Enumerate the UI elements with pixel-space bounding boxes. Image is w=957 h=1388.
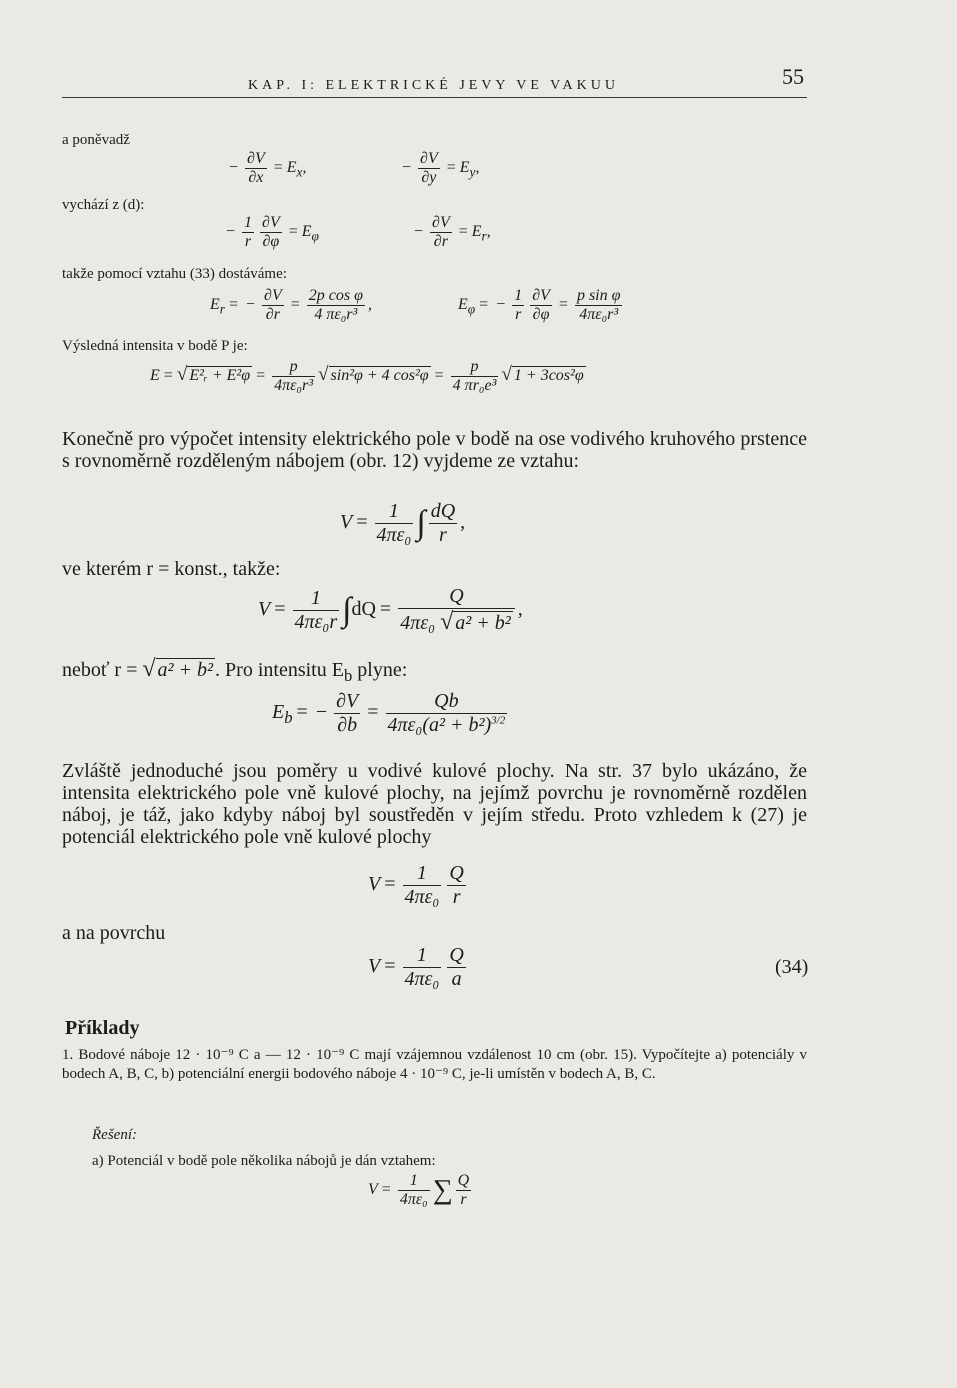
eq-er-result: $E_r$ = − $\frac{\partial V}{\partial r}$ = $\frac{\text{2p cos φ}}{\text{4 πε₀r³}}$ , bbox=[210, 287, 372, 323]
eq-v-surface: V = $\frac{1}{\text{4πε₀}}$ $\frac{Q}{a}$ bbox=[368, 944, 464, 990]
paragraph-ring: Konečně pro výpočet intensity elektrického pole v bodě na ose vodivého kruhového prstence s rovnoměrně rozděleným nábojem (obr. 12) vyjdeme ze vztahu: bbox=[62, 428, 807, 472]
eq-v-sum: V = $\frac{1}{\text{4πε₀}}$ ∑ $\frac{Q}{r}$ bbox=[368, 1172, 470, 1208]
text-vychazi: vychází z (d): bbox=[62, 197, 145, 213]
reseni-a: a) Potenciál v bodě pole několika nábojů je dán vztahem: bbox=[92, 1153, 436, 1169]
eq-v-outside: V = $\frac{1}{\text{4πε₀}}$ $\frac{Q}{r}$ bbox=[368, 862, 464, 908]
eq-er: − $\frac{\partial V}{\partial r}$ = $E_r$, bbox=[414, 214, 491, 250]
text-a-ponevadz: a poněvadž bbox=[62, 132, 130, 148]
section-heading-priklady: Příklady bbox=[65, 1017, 140, 1039]
text-takze-pomoci: takže pomocí vztahu (33) dostáváme: bbox=[62, 266, 287, 282]
eq-eb: $E_b$ = − $\frac{\partial V}{\partial b}$ = $\frac{Qb}{4\pi\varepsilon_0(a^2 + b^2)^{3/2}}$ bbox=[272, 690, 506, 736]
page-number: 55 bbox=[782, 64, 804, 89]
text-vysledna: Výsledná intensita v bodě P je: bbox=[62, 338, 248, 354]
eq-ephi-result: $E_\varphi$ = − $\frac{1}{r}$ $\frac{\partial V}{\partial\varphi}$ = $\frac{\text{p sin φ}}{\text{4πε₀r³}}$ bbox=[458, 287, 621, 323]
eq-v-ring: V = $\frac{1}{\text{4πε₀r}}$ ∫dQ = $\frac{Q}{\text{4πε₀ √ a² + b²}}$ , bbox=[258, 585, 523, 635]
text-a-na-povrchu: a na povrchu bbox=[62, 922, 166, 944]
eq-ex: − $\frac{\partial V}{\partial x}$ = $E_x$, bbox=[229, 150, 307, 186]
eq-ey: − $\frac{\partial V}{\partial y}$ = $E_y$, bbox=[402, 150, 480, 186]
equation-number-34: (34) bbox=[775, 956, 809, 978]
eq-ephi: − $\frac{1}{r}$ $\frac{\partial V}{\partial\varphi}$ = $E_\varphi$ bbox=[226, 214, 319, 250]
eq-total-e: E = √ E²ᵣ + E²φ = $\frac{p}{\text{4πε₀r³}}$ √ sin²φ + 4 cos²φ = $\frac{p}{\text{4 πr₀e³}}$ √ 1 + 3cos²φ bbox=[150, 358, 584, 394]
reseni-label: Řešení: bbox=[92, 1127, 137, 1143]
running-header: KAP. I: ELEKTRICKÉ JEVY VE VAKUU bbox=[248, 78, 619, 93]
paragraph-sphere: Zvláště jednoduché jsou poměry u vodivé kulové plochy. Na str. 37 bylo ukázáno, že intensita elektrického pole vně kulové plochy, na jejímž povrchu je rovnoměrně rozdělen náboj, je táž, jako kdyby náboj byl soustředěn v jejím středu. Proto vzhledem k (27) je potenciál elektrického pole vně kulové plochy bbox=[62, 760, 807, 848]
header-rule bbox=[62, 97, 807, 98]
example-1: 1. Bodové náboje 12 · 10⁻⁹ C a — 12 · 10⁻⁹ C mají vzájemnou vzdálenost 10 cm (obr. 15). Vypočítejte a) potenciály v bodech A, B, C, b) potenciální energii bodového náboje 4 · 10⁻⁹ C, je-li umístěn v bodech A, B, C. bbox=[62, 1047, 807, 1082]
text-nebot: neboť r = √ a² + b² . Pro intensitu $E_b$ plyne: bbox=[62, 656, 408, 685]
text-ve-kterem: ve kterém r = konst., takže: bbox=[62, 558, 281, 580]
eq-v-integral: V = $\frac{1}{\text{4πε₀}}$ ∫ $\frac{dQ}{r}$ , bbox=[340, 500, 466, 546]
